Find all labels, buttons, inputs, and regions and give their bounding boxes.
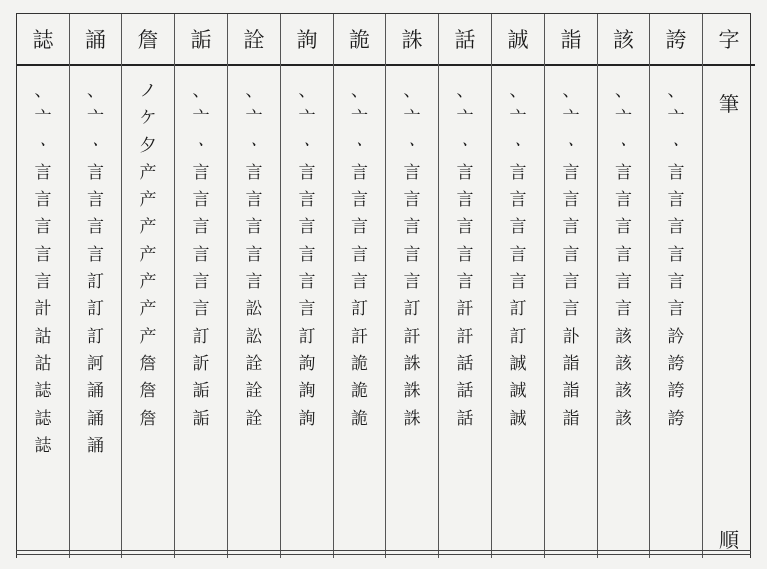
stroke-step: 言 bbox=[456, 190, 474, 211]
stroke-step: 产 bbox=[139, 244, 157, 265]
stroke-step: 亠 bbox=[403, 108, 421, 129]
bottom-rule-inner bbox=[16, 554, 751, 555]
stroke-step: 言 bbox=[456, 217, 474, 238]
stroke-step: 訂 bbox=[87, 299, 104, 320]
stroke-step: 产 bbox=[139, 162, 157, 183]
stroke-step: 言 bbox=[509, 217, 527, 238]
stroke-step: 話 bbox=[456, 353, 474, 374]
stroke-step: 言 bbox=[403, 272, 421, 293]
stroke-step: 言 bbox=[403, 217, 421, 238]
stroke-step: ㆍ bbox=[34, 135, 52, 156]
column-header-char: 誇 bbox=[650, 14, 702, 66]
stroke-steps bbox=[492, 66, 544, 433]
stroke-step: 詹 bbox=[139, 381, 157, 402]
stroke-step: 誇 bbox=[667, 353, 685, 374]
stroke-step: 訐 bbox=[351, 326, 368, 347]
stroke-step: 訂 bbox=[509, 299, 527, 320]
stroke-step: 亠 bbox=[456, 108, 474, 129]
stroke-step: 訐 bbox=[456, 326, 474, 347]
stroke-step: 言 bbox=[245, 162, 263, 183]
stroke-step: 言 bbox=[34, 217, 52, 238]
stroke-steps bbox=[175, 66, 227, 433]
stroke-step: ㆍ bbox=[562, 135, 580, 156]
char-column bbox=[492, 14, 545, 558]
stroke-step: 言 bbox=[87, 217, 104, 238]
stroke-step: 詹 bbox=[139, 408, 157, 429]
column-header-char: 誅 bbox=[386, 14, 438, 66]
stroke-step: 詢 bbox=[298, 408, 316, 429]
stroke-step: ケ bbox=[139, 108, 157, 129]
stroke-step: 产 bbox=[139, 217, 157, 238]
stroke-step: 言 bbox=[351, 272, 368, 293]
stroke-step: 訃 bbox=[562, 326, 580, 347]
stroke-step: 言 bbox=[509, 190, 527, 211]
stroke-step: 言 bbox=[615, 272, 632, 293]
stroke-step: 訐 bbox=[456, 299, 474, 320]
stroke-step: 言 bbox=[562, 244, 580, 265]
stroke-step: 話 bbox=[456, 381, 474, 402]
stroke-step: 亠 bbox=[509, 108, 527, 129]
stroke-step: 該 bbox=[615, 326, 632, 347]
stroke-step: 言 bbox=[34, 272, 52, 293]
stroke-step: 詮 bbox=[245, 353, 263, 374]
stroke-step: 話 bbox=[456, 408, 474, 429]
stroke-step: 产 bbox=[139, 326, 157, 347]
stroke-step: 言 bbox=[34, 190, 52, 211]
stroke-steps bbox=[17, 66, 69, 460]
column-header-char: 誠 bbox=[492, 14, 544, 66]
stroke-step: 言 bbox=[298, 190, 316, 211]
stroke-step: 言 bbox=[403, 190, 421, 211]
stroke-step: 产 bbox=[139, 190, 157, 211]
stroke-step: 言 bbox=[351, 217, 368, 238]
side-label-top: 筆 bbox=[719, 92, 739, 116]
stroke-step: 、 bbox=[615, 81, 632, 101]
column-header-char: 話 bbox=[439, 14, 491, 66]
char-column bbox=[386, 14, 439, 558]
stroke-step: 言 bbox=[667, 272, 685, 293]
stroke-step: 言 bbox=[298, 244, 316, 265]
stroke-step: 詮 bbox=[245, 381, 263, 402]
stroke-step: 言 bbox=[562, 162, 580, 183]
stroke-step: 言 bbox=[192, 217, 210, 238]
stroke-step: 訂 bbox=[509, 326, 527, 347]
column-header-char: 詢 bbox=[281, 14, 333, 66]
stroke-step: 誇 bbox=[667, 408, 685, 429]
stroke-step: 、 bbox=[34, 81, 52, 101]
column-header-char: 詭 bbox=[334, 14, 385, 66]
stroke-step: 詭 bbox=[351, 408, 368, 429]
stroke-step: 訂 bbox=[87, 326, 104, 347]
side-label-bottom: 順 bbox=[719, 528, 739, 552]
stroke-step: 誅 bbox=[403, 381, 421, 402]
stroke-step: 亠 bbox=[667, 108, 685, 129]
stroke-step: ㆍ bbox=[456, 135, 474, 156]
stroke-step: 言 bbox=[562, 190, 580, 211]
stroke-step: 言 bbox=[87, 190, 104, 211]
stroke-steps bbox=[334, 66, 385, 433]
stroke-step: 亠 bbox=[298, 108, 316, 129]
stroke-step: 言 bbox=[615, 162, 632, 183]
stroke-steps bbox=[439, 66, 491, 433]
stroke-step: 言 bbox=[87, 162, 104, 183]
stroke-step: 訂 bbox=[298, 326, 316, 347]
stroke-step: 誌 bbox=[34, 435, 52, 456]
stroke-step: 言 bbox=[509, 244, 527, 265]
stroke-step: 、 bbox=[351, 81, 368, 101]
stroke-step: 訂 bbox=[351, 299, 368, 320]
stroke-step: 詹 bbox=[139, 353, 157, 374]
stroke-step: 、 bbox=[245, 81, 263, 101]
stroke-step: 訡 bbox=[667, 326, 685, 347]
stroke-step: ㆍ bbox=[192, 135, 210, 156]
stroke-step: 产 bbox=[139, 299, 157, 320]
stroke-step: 言 bbox=[351, 162, 368, 183]
stroke-step: 亠 bbox=[245, 108, 263, 129]
stroke-order-table bbox=[16, 13, 751, 558]
char-column bbox=[598, 14, 650, 558]
stroke-step: 言 bbox=[562, 217, 580, 238]
stroke-step: 言 bbox=[192, 299, 210, 320]
stroke-step: 亠 bbox=[87, 108, 104, 129]
stroke-step: 訟 bbox=[245, 299, 263, 320]
stroke-step: 、 bbox=[298, 81, 316, 101]
stroke-step: 亠 bbox=[34, 108, 52, 129]
stroke-step: 言 bbox=[403, 244, 421, 265]
column-header-char: 該 bbox=[598, 14, 649, 66]
stroke-steps bbox=[650, 66, 702, 433]
stroke-step: 誠 bbox=[509, 381, 527, 402]
stroke-step: 言 bbox=[192, 162, 210, 183]
stroke-step: 言 bbox=[192, 190, 210, 211]
stroke-step: 夕 bbox=[139, 135, 157, 156]
stroke-step: ㆍ bbox=[298, 135, 316, 156]
char-column bbox=[281, 14, 334, 558]
stroke-step: 訂 bbox=[192, 326, 210, 347]
stroke-step: 言 bbox=[615, 190, 632, 211]
stroke-step: 、 bbox=[192, 81, 210, 101]
header-label: 字 bbox=[703, 14, 755, 66]
stroke-step: 訐 bbox=[403, 326, 421, 347]
stroke-step: 亠 bbox=[351, 108, 368, 129]
stroke-step: 言 bbox=[667, 299, 685, 320]
stroke-step: 言 bbox=[667, 244, 685, 265]
stroke-step: 誌 bbox=[34, 381, 52, 402]
char-column bbox=[334, 14, 386, 558]
stroke-step: ㆍ bbox=[615, 135, 632, 156]
stroke-steps bbox=[386, 66, 438, 433]
stroke-step: ㆍ bbox=[245, 135, 263, 156]
stroke-step: ㆍ bbox=[87, 135, 104, 156]
stroke-step: 言 bbox=[615, 299, 632, 320]
stroke-step: 、 bbox=[403, 81, 421, 101]
stroke-step: 亠 bbox=[192, 108, 210, 129]
stroke-step: 言 bbox=[509, 272, 527, 293]
column-header-char: 詣 bbox=[545, 14, 597, 66]
stroke-step: 产 bbox=[139, 272, 157, 293]
stroke-step: 誦 bbox=[87, 381, 104, 402]
stroke-step: 計 bbox=[34, 299, 52, 320]
stroke-step: 詁 bbox=[34, 326, 52, 347]
char-column bbox=[545, 14, 598, 558]
stroke-step: ㆍ bbox=[667, 135, 685, 156]
stroke-step: 言 bbox=[509, 162, 527, 183]
stroke-step: 該 bbox=[615, 408, 632, 429]
stroke-step: 詣 bbox=[562, 353, 580, 374]
stroke-step: 、 bbox=[667, 81, 685, 101]
stroke-step: 詭 bbox=[351, 353, 368, 374]
char-column bbox=[228, 14, 281, 558]
stroke-step: 言 bbox=[192, 272, 210, 293]
stroke-step: 言 bbox=[456, 244, 474, 265]
stroke-step: 言 bbox=[245, 190, 263, 211]
stroke-step: 言 bbox=[298, 217, 316, 238]
stroke-step: 言 bbox=[245, 272, 263, 293]
stroke-step: 言 bbox=[298, 272, 316, 293]
stroke-step: 、 bbox=[509, 81, 527, 101]
stroke-step: 訽 bbox=[298, 353, 316, 374]
bottom-rule bbox=[16, 550, 751, 551]
column-header-char: 詹 bbox=[122, 14, 174, 66]
label-column bbox=[703, 14, 755, 558]
stroke-step: 誦 bbox=[87, 435, 104, 456]
stroke-steps bbox=[70, 66, 121, 460]
stroke-step: 、 bbox=[562, 81, 580, 101]
stroke-step: 詭 bbox=[351, 381, 368, 402]
stroke-step: 詬 bbox=[192, 408, 210, 429]
stroke-step: 詣 bbox=[562, 408, 580, 429]
stroke-steps bbox=[122, 66, 174, 433]
stroke-step: 、 bbox=[456, 81, 474, 101]
char-column bbox=[650, 14, 703, 558]
stroke-step: 誠 bbox=[509, 408, 527, 429]
stroke-step: 亠 bbox=[562, 108, 580, 129]
stroke-step: 言 bbox=[562, 272, 580, 293]
char-column bbox=[17, 14, 70, 558]
stroke-step: 言 bbox=[298, 162, 316, 183]
stroke-steps bbox=[228, 66, 280, 433]
stroke-step: 言 bbox=[615, 244, 632, 265]
column-header-char: 誌 bbox=[17, 14, 69, 66]
stroke-step: 言 bbox=[403, 162, 421, 183]
stroke-step: 言 bbox=[34, 244, 52, 265]
char-column bbox=[175, 14, 228, 558]
stroke-step: 誠 bbox=[509, 353, 527, 374]
char-column bbox=[122, 14, 175, 558]
stroke-step: 言 bbox=[667, 217, 685, 238]
stroke-step: ㆍ bbox=[403, 135, 421, 156]
stroke-step: 言 bbox=[351, 190, 368, 211]
stroke-step: 詮 bbox=[245, 408, 263, 429]
stroke-step: 訂 bbox=[403, 299, 421, 320]
column-header-char: 詮 bbox=[228, 14, 280, 66]
stroke-step: 言 bbox=[34, 162, 52, 183]
stroke-step: 言 bbox=[667, 190, 685, 211]
char-column bbox=[439, 14, 492, 558]
stroke-step: 訂 bbox=[87, 272, 104, 293]
stroke-step: ㆍ bbox=[509, 135, 527, 156]
stroke-step: 詣 bbox=[562, 381, 580, 402]
stroke-step: 言 bbox=[351, 244, 368, 265]
stroke-steps bbox=[281, 66, 333, 433]
stroke-step: 詁 bbox=[34, 353, 52, 374]
char-column bbox=[70, 14, 122, 558]
stroke-step: 該 bbox=[615, 381, 632, 402]
stroke-step: 訶 bbox=[87, 353, 104, 374]
column-header-char: 誦 bbox=[70, 14, 121, 66]
stroke-step: 言 bbox=[456, 272, 474, 293]
stroke-step: 言 bbox=[562, 299, 580, 320]
stroke-step: 訟 bbox=[245, 326, 263, 347]
stroke-step: 誦 bbox=[87, 408, 104, 429]
stroke-step: 、 bbox=[87, 81, 104, 101]
stroke-step: ㆍ bbox=[351, 135, 368, 156]
stroke-step: 言 bbox=[245, 244, 263, 265]
stroke-step: 言 bbox=[667, 162, 685, 183]
stroke-step: 詢 bbox=[298, 381, 316, 402]
stroke-step: 言 bbox=[87, 244, 104, 265]
stroke-step: 該 bbox=[615, 353, 632, 374]
stroke-step: 言 bbox=[456, 162, 474, 183]
stroke-step: 誅 bbox=[403, 353, 421, 374]
stroke-step: 言 bbox=[192, 244, 210, 265]
column-header-char: 詬 bbox=[175, 14, 227, 66]
stroke-step: 言 bbox=[615, 217, 632, 238]
stroke-step: 誅 bbox=[403, 408, 421, 429]
stroke-step: 詬 bbox=[192, 381, 210, 402]
stroke-step: 言 bbox=[245, 217, 263, 238]
stroke-steps bbox=[545, 66, 597, 433]
stroke-step: 言 bbox=[298, 299, 316, 320]
stroke-step: 亠 bbox=[615, 108, 632, 129]
stroke-step: 誇 bbox=[667, 381, 685, 402]
stroke-steps bbox=[598, 66, 649, 433]
stroke-step: 誌 bbox=[34, 408, 52, 429]
stroke-step: ノ bbox=[139, 81, 157, 101]
stroke-step: 訢 bbox=[192, 353, 210, 374]
